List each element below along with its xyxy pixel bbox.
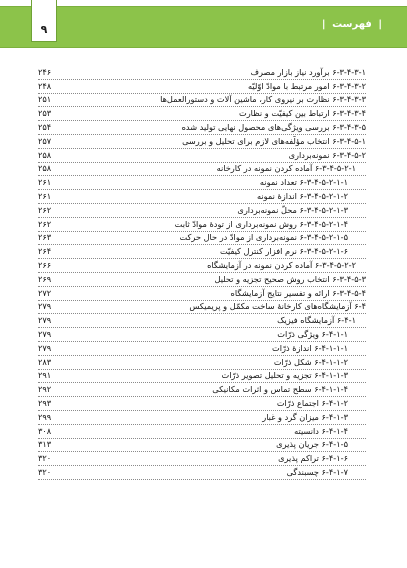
toc-entry[interactable] [38, 80, 366, 94]
toc-entry-title: ۶-۳-۴-۵-۲-۱ آماده کردن نمونه در کارخانه [215, 163, 366, 174]
toc-entry-page: ۲۷۹ [38, 329, 52, 340]
toc-entry-title: ۶-۴-۱-۱ ویژگی ذرّات [275, 329, 366, 340]
toc-entry-page: ۲۹۲ [38, 384, 52, 395]
toc-entry-page: ۲۶۱ [38, 191, 52, 202]
toc-entry-page: ۲۹۳ [38, 398, 52, 409]
toc-entry[interactable] [38, 94, 366, 108]
toc-entry[interactable] [38, 259, 366, 273]
header-title: فهرست [332, 19, 372, 30]
toc-entry-page: ۲۵۷ [38, 135, 52, 146]
toc-entry[interactable] [38, 466, 366, 480]
toc-entry[interactable] [38, 328, 366, 342]
toc-entry-title: ۶-۳-۴-۵-۲-۱-۲ اندازهٔ نمونه [255, 191, 366, 202]
toc-entry-title: ۶-۴-۱-۷ چسبندگی [285, 467, 366, 478]
toc-entry-title: ۶-۴-۱-۶ تراکم پذیری [276, 453, 366, 464]
toc-entry-page: ۲۵۳ [38, 108, 52, 119]
toc-entry-title: ۶-۴-۱-۲ اجتماع ذرّات [275, 398, 366, 409]
toc-entry-title: ۶-۳-۴-۵-۴ ارائه و تفسیر نتایج آزمایشگاه [230, 287, 366, 298]
toc-entry-title: ۶-۴-۱ آزمایشگاه فیزیک [275, 315, 366, 326]
toc-entry[interactable] [38, 370, 366, 384]
toc-entry-title: ۶-۴ آزمایشگاه‌های کارخانهٔ ساخت مکمّل و پریمیکس [189, 301, 366, 312]
toc-entry-title: ۶-۳-۴-۳-۵ بررسی ویژگی‌های محصول نهایی تولید شده [181, 122, 366, 133]
toc-entry-title: ۶-۳-۴-۵-۲-۲ آماده کردن نمونه در آزمایشگاه [205, 260, 366, 271]
toc-entry-page: ۳۲۰ [38, 453, 52, 464]
toc-entry[interactable] [38, 232, 366, 246]
toc-entry[interactable] [38, 66, 366, 80]
toc-entry-page: ۲۷۲ [38, 287, 52, 298]
toc-entry-page: ۲۷۹ [38, 315, 52, 326]
toc-entry-title: ۶-۴-۱-۳ میزان گرد و غبار [260, 412, 366, 423]
toc-entry-title: ۶-۳-۴-۵-۲-۱-۳ محلّ نمونه‌برداری [235, 205, 366, 216]
toc-entry[interactable] [38, 190, 366, 204]
toc-entry[interactable] [38, 314, 366, 328]
toc-entry[interactable] [38, 121, 366, 135]
toc-entry[interactable] [38, 107, 366, 121]
toc-entry[interactable] [38, 383, 366, 397]
toc-entry-page: ۲۶۶ [38, 260, 52, 271]
toc-entry-title: ۶-۳-۴-۵-۲-۱-۵ نمونه‌برداری از موادّ در حال حرکت [177, 232, 366, 243]
toc-entry-page: ۳۰۸ [38, 425, 52, 436]
header-divider-left: | [321, 19, 326, 30]
toc-entry-title: ۶-۴-۱-۱-۴ سطح تماس و اثرات مکانیکی [210, 384, 366, 395]
toc-entry-title: ۶-۳-۴-۳-۴ ارتباط بین کیفیّت و نظارت [239, 108, 366, 119]
toc-entry-page: ۲۶۴ [38, 246, 52, 257]
toc-entry[interactable] [38, 301, 366, 315]
header-divider-right: | [378, 19, 382, 30]
toc-entry[interactable] [38, 245, 366, 259]
toc-entry-title: ۶-۳-۴-۳-۳ نظارت بر نیروی کار، ماشین آلات و دستورالعمل‌ها [160, 94, 366, 105]
toc-entry[interactable] [38, 397, 366, 411]
toc-entry[interactable] [38, 176, 366, 190]
toc-entry-page: ۲۸۳ [38, 356, 52, 367]
toc-entry-page: ۲۵۱ [38, 94, 52, 105]
toc-entry[interactable] [38, 356, 366, 370]
toc-entry[interactable] [38, 204, 366, 218]
toc-entry-title: ۶-۳-۴-۵-۲ نمونه‌برداری [288, 149, 366, 160]
toc-entry-title: ۶-۴-۱-۱-۱ اندازهٔ ذرّات [270, 343, 366, 354]
toc-entry-page: ۲۴۸ [38, 80, 52, 91]
toc-entry-page: ۲۶۱ [38, 177, 52, 188]
toc-entry-title: ۶-۳-۴-۳-۱ برآورد نیاز بازار مصرف [250, 66, 366, 77]
toc-entry-title: ۶-۳-۴-۵-۱ انتخاب مؤلّفه‌های لازم برای تحلیل و بررسی [182, 135, 366, 146]
toc-entry-page: ۲۴۶ [38, 66, 52, 77]
toc-entry-page: ۳۱۳ [38, 439, 52, 450]
toc-entry-page: ۲۵۴ [38, 122, 52, 133]
toc-entry-page: ۲۵۸ [38, 149, 52, 160]
toc-entry[interactable] [38, 411, 366, 425]
toc-entry[interactable] [38, 439, 366, 453]
toc-entry-title: ۶-۴-۱-۱-۲ شکل ذرّات [272, 357, 366, 368]
toc-entry-title: ۶-۳-۴-۵-۳ انتخاب روش صحیح تجزیه و تحلیل [214, 273, 366, 284]
toc-entry-title: ۶-۴-۱-۵ جریان پذیری [274, 439, 366, 450]
toc-entry-page: ۲۵۸ [38, 163, 52, 174]
header-title-wrapper [319, 15, 385, 35]
toc-entry[interactable] [38, 163, 366, 177]
page-number: ۹ [40, 23, 48, 36]
toc-entry-title: ۶-۳-۴-۵-۲-۱-۴ روش نمونه‌برداری از تودهٔ موادّ ثابت [173, 219, 366, 230]
toc-entry-title: ۶-۳-۴-۳-۲ امور مرتبط با موادّ اوّلیّه [248, 80, 366, 91]
toc-entry[interactable] [38, 218, 366, 232]
toc-entry-page: ۲۶۹ [38, 273, 52, 284]
toc-entry-page: ۲۷۹ [38, 301, 52, 312]
table-of-contents [38, 66, 366, 480]
toc-entry[interactable] [38, 149, 366, 163]
toc-entry-title: ۶-۳-۴-۵-۲-۱-۱ تعداد نمونه [258, 177, 366, 188]
toc-entry-page: ۲۶۳ [38, 232, 52, 243]
toc-entry-title: ۶-۴-۱-۱-۳ تجزیه و تحلیل تصویر ذرّات [220, 370, 366, 381]
toc-entry-page: ۲۹۱ [38, 370, 52, 381]
page-number-box [31, 0, 57, 42]
toc-entry-page: ۲۹۹ [38, 411, 52, 422]
toc-entry[interactable] [38, 452, 366, 466]
toc-entry[interactable] [38, 135, 366, 149]
toc-entry[interactable] [38, 273, 366, 287]
toc-entry-page: ۲۶۲ [38, 204, 52, 215]
toc-entry-page: ۲۷۹ [38, 342, 52, 353]
toc-entry-title: ۶-۳-۴-۵-۲-۱-۶ نرم افزار کنترل کیفیّت [218, 246, 366, 257]
toc-entry-title: ۶-۴-۱-۴ دانسیته [292, 426, 366, 437]
toc-entry[interactable] [38, 287, 366, 301]
toc-entry-page: ۲۶۲ [38, 218, 52, 229]
toc-entry-page: ۳۲۰ [38, 467, 52, 477]
toc-entry[interactable] [38, 342, 366, 356]
toc-entry[interactable] [38, 425, 366, 439]
